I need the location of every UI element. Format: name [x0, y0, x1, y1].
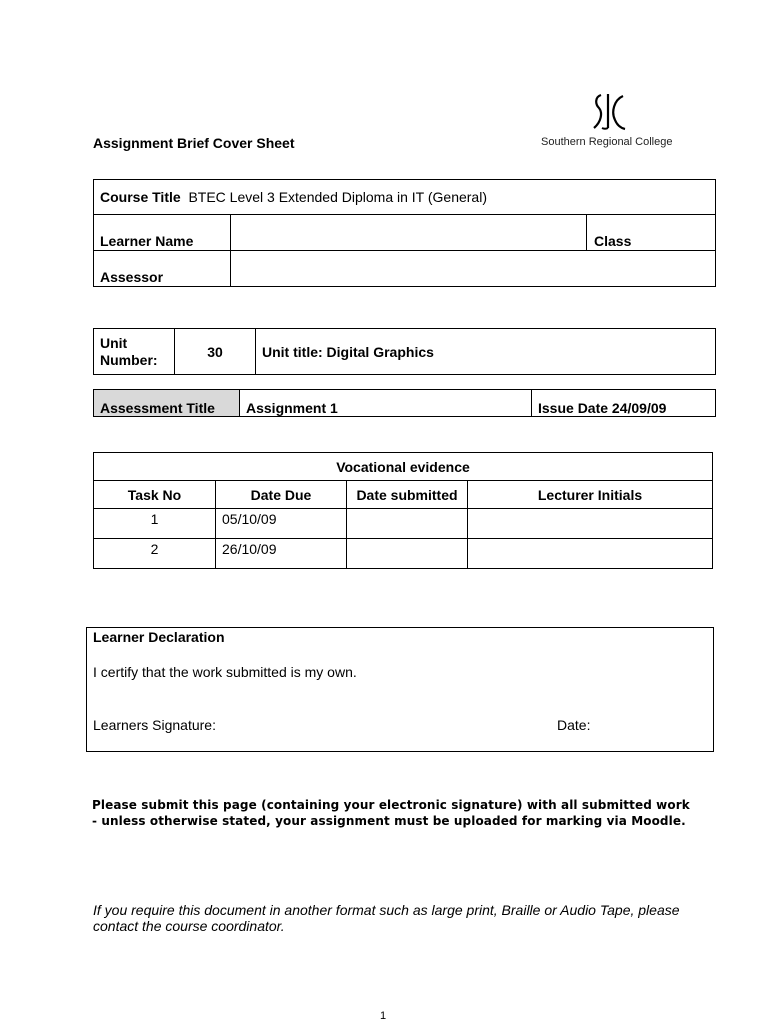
declaration-text: I certify that the work submitted is my own. — [93, 664, 357, 680]
unit-number-label: Unit Number: — [94, 329, 175, 375]
table-row — [94, 509, 713, 539]
column-header: Date submitted — [347, 481, 468, 509]
college-name: Southern Regional College — [541, 136, 673, 148]
column-header: Date Due — [216, 481, 347, 509]
evidence-heading: Vocational evidence — [94, 453, 713, 481]
learner-declaration-box — [86, 627, 714, 752]
page-number: 1 — [380, 1010, 387, 1022]
page-title: Assignment Brief Cover Sheet — [93, 135, 295, 151]
learner-name-label: Learner Name — [94, 215, 231, 251]
issue-date: Issue Date 24/09/09 — [532, 390, 716, 417]
learner-name-field[interactable] — [231, 215, 587, 251]
date-submitted-field[interactable] — [347, 539, 468, 569]
course-title-label: Course Title — [100, 189, 181, 205]
unit-number-value: 30 — [175, 329, 256, 375]
assessment-title-label: Assessment Title — [94, 390, 240, 417]
table-row — [94, 539, 713, 569]
alternative-format-note: If you require this document in another format such as large print, Braille or Audio Tape, please contact the course coordinator. — [93, 902, 680, 934]
task-number: 2 — [94, 539, 216, 569]
assessment-table — [93, 389, 716, 417]
submission-instructions: Please submit this page (containing your electronic signature) with all submitted work - unless otherwise stated, your assignment must be uploaded for marking via Moodle. — [92, 798, 690, 828]
date-due: 05/10/09 — [216, 509, 347, 539]
assessor-field[interactable] — [231, 251, 716, 287]
college-logo — [540, 92, 673, 152]
signature-label: Learners Signature: — [93, 717, 216, 733]
course-info-table — [93, 179, 716, 287]
vocational-evidence-table — [93, 452, 713, 569]
date-submitted-field[interactable] — [347, 509, 468, 539]
unit-title: Unit title: Digital Graphics — [256, 329, 716, 375]
unit-table — [93, 328, 716, 375]
assessor-label: Assessor — [94, 251, 231, 287]
class-label: Class — [587, 215, 716, 251]
assessment-title-value: Assignment 1 — [240, 390, 532, 417]
declaration-title: Learner Declaration — [93, 629, 225, 645]
college-logo-icon — [592, 92, 626, 132]
declaration-date-label: Date: — [557, 717, 591, 733]
course-title-value: BTEC Level 3 Extended Diploma in IT (General) — [188, 189, 487, 205]
column-header: Lecturer Initials — [468, 481, 713, 509]
task-number: 1 — [94, 509, 216, 539]
lecturer-initials-field[interactable] — [468, 509, 713, 539]
date-due: 26/10/09 — [216, 539, 347, 569]
course-title-cell — [94, 180, 716, 215]
lecturer-initials-field[interactable] — [468, 539, 713, 569]
column-header: Task No — [94, 481, 216, 509]
